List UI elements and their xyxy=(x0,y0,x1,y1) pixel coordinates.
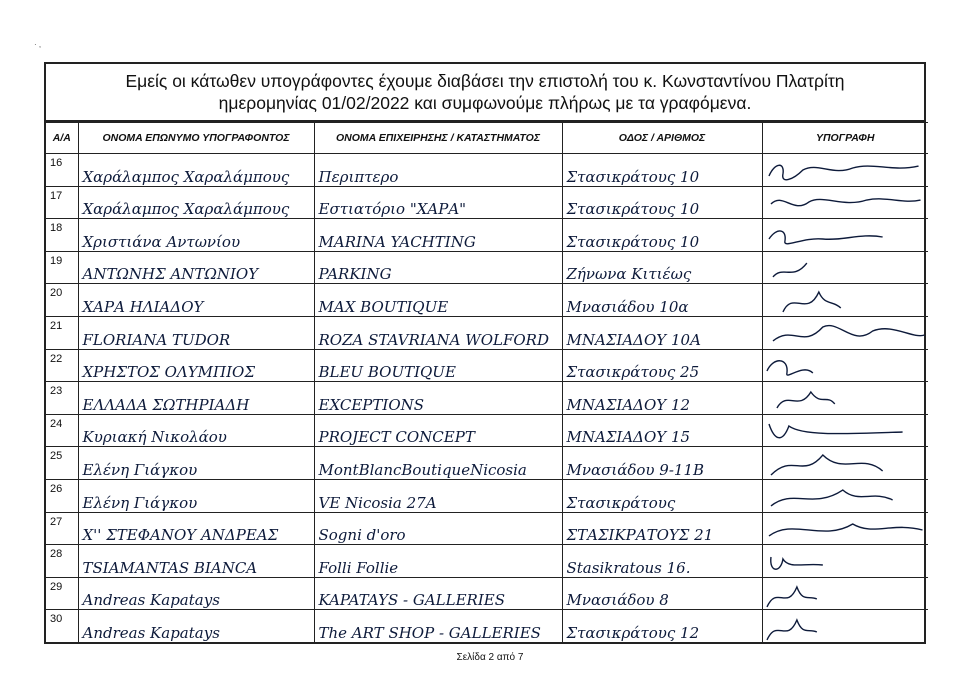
document-heading xyxy=(46,64,924,122)
address-cell: Στασικράτους 12 xyxy=(562,610,762,642)
signer-name-cell: TSIAMANTAS BIANCA xyxy=(78,545,314,578)
handwritten-signature xyxy=(763,614,929,642)
business-name-cell: Περιπτερο xyxy=(314,154,562,187)
signature-stroke xyxy=(770,199,920,206)
signature-cell xyxy=(762,479,928,512)
address-cell: ΣΤΑΣΙΚΡΑΤΟΥΣ 21 xyxy=(562,512,762,545)
row-number: 21 xyxy=(46,316,78,349)
signer-name-cell: Κυριακή Νικολάου xyxy=(78,414,314,447)
business-name-cell: Folli Follie xyxy=(314,545,562,578)
signature-stroke xyxy=(768,165,918,180)
row-number: 23 xyxy=(46,382,78,415)
signer-name-cell: ΕΛΛΑΔΑ ΣΩΤΗΡΙΑΔΗ xyxy=(78,382,314,415)
row-number: 30 xyxy=(46,610,78,642)
signer-name-cell: Χαράλαμπος Χαραλάμπους xyxy=(78,186,314,219)
table-row xyxy=(46,382,928,415)
table-row xyxy=(46,154,928,187)
address-cell: Στασικράτους xyxy=(562,479,762,512)
handwritten-signature xyxy=(763,190,929,218)
address-cell: Στασικράτους 25 xyxy=(562,349,762,382)
table-row xyxy=(46,610,928,642)
signature-stroke xyxy=(768,524,922,536)
business-name-cell: MARINA YACHTING xyxy=(314,219,562,252)
signer-name-cell: Χ'' ΣΤΕΦΑΝΟΥ ΑΝΔΡΕΑΣ xyxy=(78,512,314,545)
signer-name-cell: Χριστιάνα Αντωνίου xyxy=(78,219,314,252)
signature-cell xyxy=(762,545,928,578)
address-cell: Στασικράτους 10 xyxy=(562,154,762,187)
handwritten-signature xyxy=(763,451,929,479)
column-header-address: ΟΔΟΣ / ΑΡΙΘΜΟΣ xyxy=(562,123,762,154)
table-row xyxy=(46,512,928,545)
signature-stroke xyxy=(766,620,816,640)
signature-stroke xyxy=(782,292,840,312)
address-cell: ΜΝΑΣΙΑΔΟΥ 10Α xyxy=(562,316,762,349)
signature-cell xyxy=(762,186,928,219)
signer-name-cell: Andreas Kapatays xyxy=(78,577,314,610)
column-header-business: ΟΝΟΜΑ ΕΠΙΧΕΙΡΗΣΗΣ / ΚΑΤΑΣΤΗΜΑΤΟΣ xyxy=(314,123,562,154)
signature-stroke xyxy=(766,361,812,375)
business-name-cell: KAPATAYS - GALLERIES xyxy=(314,577,562,610)
heading-line-1: Εμείς οι κάτωθεν υπογράφοντες έχουμε διαβάσει την επιστολή του κ. Κωνσταντίνου Πλατρίτη xyxy=(125,71,845,91)
table-row xyxy=(46,349,928,382)
signer-name-cell: Ελένη Γιάγκου xyxy=(78,479,314,512)
signature-stroke xyxy=(768,424,902,438)
address-cell: Μνασιάδου 10α xyxy=(562,284,762,317)
business-name-cell: Sogni d'oro xyxy=(314,512,562,545)
signature-stroke xyxy=(770,557,822,569)
handwritten-signature xyxy=(763,386,929,414)
handwritten-signature xyxy=(763,255,929,283)
handwritten-signature xyxy=(763,549,929,577)
handwritten-signature xyxy=(763,418,929,446)
signature-stroke xyxy=(776,392,834,408)
signature-cell xyxy=(762,219,928,252)
signature-cell xyxy=(762,284,928,317)
table-body xyxy=(46,154,928,642)
address-cell: ΜΝΑΣΙΑΔΟΥ 12 xyxy=(562,382,762,415)
column-header-aa: Α/Α xyxy=(46,123,78,154)
row-number: 25 xyxy=(46,447,78,480)
row-number: 26 xyxy=(46,479,78,512)
row-number: 24 xyxy=(46,414,78,447)
row-number: 27 xyxy=(46,512,78,545)
signature-cell xyxy=(762,610,928,642)
table-row xyxy=(46,251,928,284)
signature-cell xyxy=(762,349,928,382)
handwritten-signature xyxy=(763,484,929,512)
table-row xyxy=(46,284,928,317)
row-number: 29 xyxy=(46,577,78,610)
table-row xyxy=(46,479,928,512)
row-number: 18 xyxy=(46,219,78,252)
signature-cell xyxy=(762,316,928,349)
signature-cell xyxy=(762,447,928,480)
row-number: 20 xyxy=(46,284,78,317)
business-name-cell: ROZA STAVRIANA WOLFORD xyxy=(314,316,562,349)
address-cell: Στασικράτους 10 xyxy=(562,186,762,219)
address-cell: Στασικράτους 10 xyxy=(562,219,762,252)
address-cell: Stasikratous 16. xyxy=(562,545,762,578)
handwritten-signature xyxy=(763,516,929,544)
row-number: 22 xyxy=(46,349,78,382)
business-name-cell: Εστιατόριο "ΧΑΡΑ" xyxy=(314,186,562,219)
handwritten-signature xyxy=(763,321,929,349)
handwritten-signature xyxy=(763,288,929,316)
business-name-cell: MontBlancBoutiqueNicosia xyxy=(314,447,562,480)
column-header-signature: ΥΠΟΓΡΑΦΗ xyxy=(762,123,928,154)
table-row xyxy=(46,186,928,219)
column-header-name: ΟΝΟΜΑ ΕΠΩΝΥΜΟ ΥΠΟΓΡΑΦΟΝΤΟΣ xyxy=(78,123,314,154)
signer-name-cell: Χαράλαμπος Χαραλάμπους xyxy=(78,154,314,187)
business-name-cell: MAX BOUTIQUE xyxy=(314,284,562,317)
heading-line-2: ημερομηνίας 01/02/2022 και συμφωνούμε πλήρως με τα γραφόμενα. xyxy=(218,93,752,113)
signature-cell xyxy=(762,512,928,545)
table-row xyxy=(46,545,928,578)
signature-stroke xyxy=(766,587,816,607)
business-name-cell: BLEU BOUTIQUE xyxy=(314,349,562,382)
row-number: 16 xyxy=(46,154,78,187)
handwritten-signature xyxy=(763,223,929,251)
signatures-table xyxy=(46,122,928,642)
table-row xyxy=(46,414,928,447)
row-number: 28 xyxy=(46,545,78,578)
business-name-cell: EXCEPTIONS xyxy=(314,382,562,415)
signature-sheet xyxy=(44,62,926,644)
signer-name-cell: ΧΡΗΣΤΟΣ ΟΛΥΜΠΙΟΣ xyxy=(78,349,314,382)
address-cell: Μνασιάδου 9-11Β xyxy=(562,447,762,480)
handwritten-signature xyxy=(763,353,929,381)
signature-stroke xyxy=(768,231,882,244)
table-row xyxy=(46,219,928,252)
table-row xyxy=(46,316,928,349)
business-name-cell: VE Nicosia 27A xyxy=(314,479,562,512)
signature-stroke xyxy=(770,455,882,475)
signature-cell xyxy=(762,251,928,284)
business-name-cell: The ART SHOP - GALLERIES xyxy=(314,610,562,642)
signer-name-cell: ΑΝΤΩΝΗΣ ΑΝΤΩΝΙΟΥ xyxy=(78,251,314,284)
signer-name-cell: Ελένη Γιάγκου xyxy=(78,447,314,480)
table-header-row xyxy=(46,123,928,154)
signature-cell xyxy=(762,577,928,610)
address-cell: ΜΝΑΣΙΑΔΟΥ 15 xyxy=(562,414,762,447)
signature-stroke xyxy=(770,490,892,506)
address-cell: Ζήνωνα Κιτιέως xyxy=(562,251,762,284)
page-footer: Σελίδα 2 από 7 xyxy=(456,652,524,663)
signer-name-cell: ΧΑΡΑ ΗΛΙΑΔΟΥ xyxy=(78,284,314,317)
handwritten-signature xyxy=(763,158,929,186)
address-cell: Μνασιάδου 8 xyxy=(562,577,762,610)
table-row xyxy=(46,447,928,480)
business-name-cell: PARKING xyxy=(314,251,562,284)
table-row xyxy=(46,577,928,610)
handwritten-signature xyxy=(763,581,929,609)
row-number: 19 xyxy=(46,251,78,284)
business-name-cell: PROJECT CONCEPT xyxy=(314,414,562,447)
signature-stroke xyxy=(772,263,806,277)
row-number: 17 xyxy=(46,186,78,219)
signer-name-cell: Andreas Kapatays xyxy=(78,610,314,642)
signature-cell xyxy=(762,414,928,447)
signer-name-cell: FLORIANA TUDOR xyxy=(78,316,314,349)
scan-speck: · , xyxy=(34,40,42,49)
signature-cell xyxy=(762,154,928,187)
signature-cell xyxy=(762,382,928,415)
signature-stroke xyxy=(772,325,924,340)
